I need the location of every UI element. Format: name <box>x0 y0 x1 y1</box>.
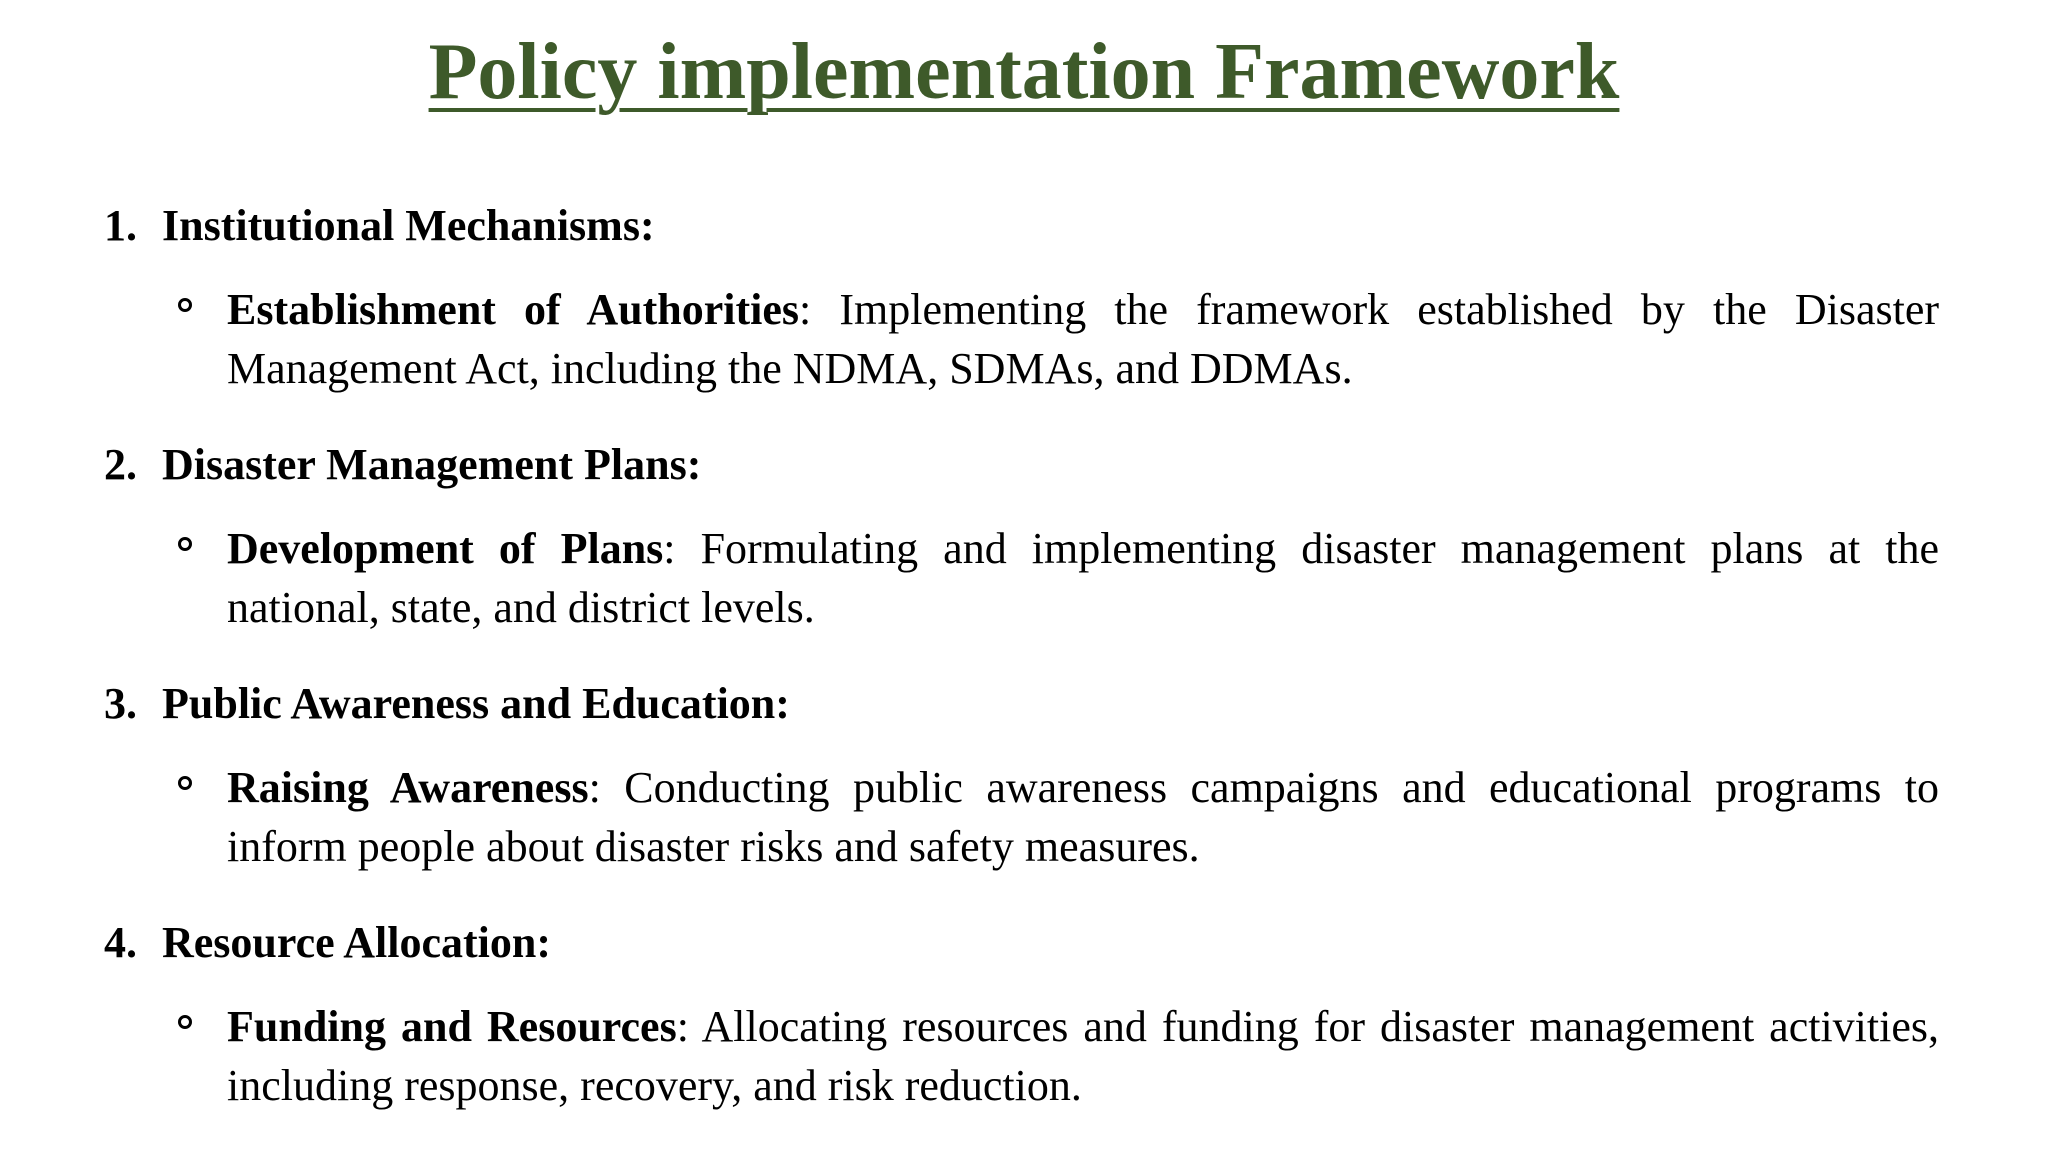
item-separator: : <box>588 763 601 812</box>
section-number: 1. <box>104 201 137 250</box>
list-item <box>227 280 1939 398</box>
section-heading <box>104 198 655 254</box>
list-item <box>227 997 1939 1115</box>
section-heading-text: Disaster Management Plans: <box>162 440 702 489</box>
page-title: Policy implementation Framework <box>428 28 1620 116</box>
hollow-circle-bullet-icon <box>178 1015 192 1029</box>
section-heading <box>104 437 701 493</box>
item-term: Establishment of Authorities <box>227 285 800 334</box>
item-term: Development of Plans <box>227 524 664 573</box>
section-heading-text: Institutional Mechanisms: <box>162 201 655 250</box>
hollow-circle-bullet-icon <box>178 298 192 312</box>
section-number: 4. <box>104 918 137 967</box>
section-heading-text: Resource Allocation: <box>162 918 552 967</box>
section-heading-text: Public Awareness and Education: <box>162 679 790 728</box>
item-separator: : <box>676 1002 689 1051</box>
hollow-circle-bullet-icon <box>178 776 192 790</box>
item-term: Raising Awareness <box>227 763 589 812</box>
hollow-circle-bullet-icon <box>178 537 192 551</box>
item-description: Conducting public awareness campaigns and educational programs to inform people about disaster risks and safety measures. <box>227 763 1940 871</box>
section-heading <box>104 676 790 732</box>
item-separator: : <box>799 285 812 334</box>
section-number: 3. <box>104 679 137 728</box>
item-description: Allocating resources and funding for disaster management activities, including response, recovery, and risk reduction. <box>227 1002 1940 1110</box>
list-item <box>227 519 1939 637</box>
section-heading <box>104 915 551 971</box>
item-term: Funding and Resources <box>227 1002 677 1051</box>
item-description: Implementing the framework established by the Disaster Management Act, including the NDMA, SDMAs, and DDMAs. <box>227 285 1940 393</box>
list-item <box>227 758 1939 876</box>
section-number: 2. <box>104 440 137 489</box>
item-description: Formulating and implementing disaster management plans at the national, state, and district levels. <box>227 524 1939 632</box>
item-separator: : <box>663 524 676 573</box>
